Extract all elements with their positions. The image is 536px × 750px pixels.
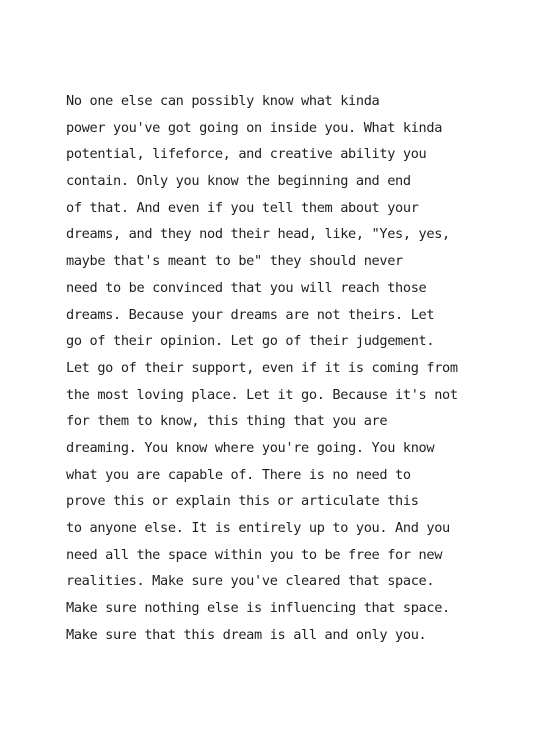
quote-line: go of their opinion. Let go of their judgement.: [66, 333, 435, 350]
quote-line: realities. Make sure you've cleared that space.: [66, 573, 435, 590]
quote-line: maybe that's meant to be" they should never: [66, 253, 403, 270]
quote-line: No one else can possibly know what kinda: [66, 93, 380, 109]
quote-line: what you are capable of. There is no need to: [66, 466, 411, 483]
quote-line: need to be convinced that you will reach those: [66, 279, 427, 296]
quote-line: Make sure that this dream is all and only you.: [66, 626, 427, 643]
quote-line: to anyone else. It is entirely up to you. And you: [66, 520, 450, 536]
quote-line: need all the space within you to be free for new: [66, 546, 443, 563]
quote-line: the most loving place. Let it go. Because it's not: [66, 386, 458, 403]
quote-line: Make sure nothing else is influencing that space.: [66, 600, 450, 617]
quote-line: for them to know, this thing that you are: [66, 413, 388, 430]
quote-text-block: [66, 88, 506, 648]
quote-line: dreams, and they nod their head, like, "Yes, yes,: [66, 226, 450, 243]
quote-line: power you've got going on inside you. What kinda: [66, 119, 443, 136]
quote-line: dreaming. You know where you're going. You know: [66, 439, 435, 456]
quote-line: Let go of their support, even if it is coming from: [66, 359, 458, 376]
quote-line: potential, lifeforce, and creative ability you: [66, 146, 427, 163]
quote-line: of that. And even if you tell them about your: [66, 199, 419, 216]
quote-line: contain. Only you know the beginning and end: [66, 173, 411, 190]
quote-line: prove this or explain this or articulate this: [66, 493, 419, 510]
quote-line: dreams. Because your dreams are not theirs. Let: [66, 306, 435, 323]
